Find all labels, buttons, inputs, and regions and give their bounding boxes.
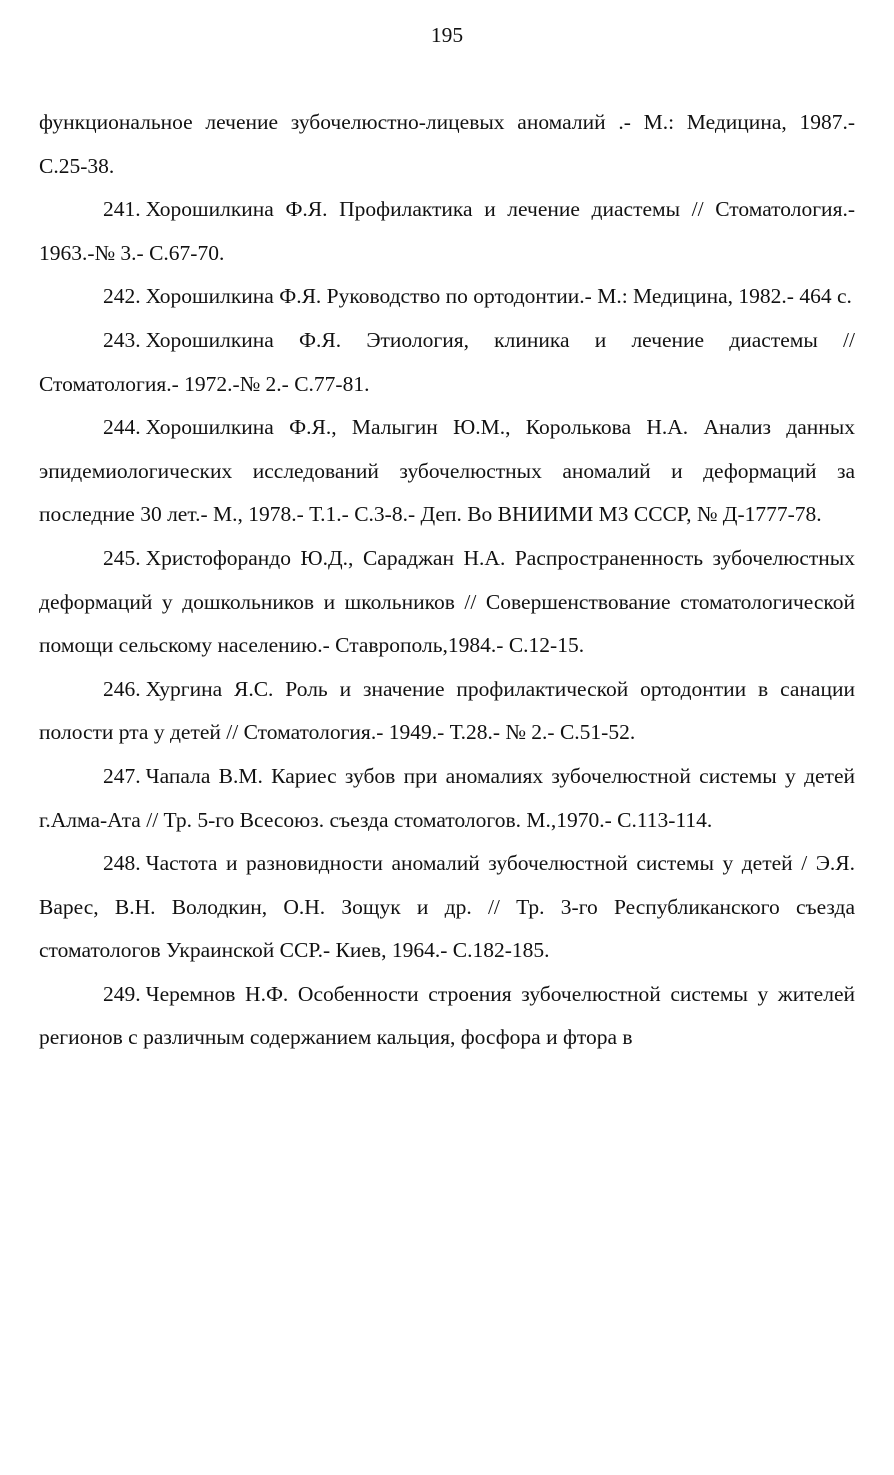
- entry-number: 246.: [103, 676, 141, 701]
- bibliography-entry-247: [39, 755, 855, 842]
- entry-number: 241.: [103, 197, 141, 222]
- bibliography-entry-244: [39, 406, 855, 537]
- bibliography-entry-246: [39, 668, 855, 755]
- bibliography-entry-245: [39, 537, 855, 668]
- bibliography-entry-241: [39, 188, 855, 275]
- entry-text: Хорошилкина Ф.Я., Малыгин Ю.М., Королькова Н.А. Анализ данных эпидемиологических исследований зубочелюстных аномалий и деформаций за последние 30 лет.- М., 1978.- Т.1.- С.3-8.- Деп. Во ВНИИМИ МЗ СССР, № Д-1777-78.: [39, 415, 855, 527]
- bibliography-entry-242: [39, 275, 855, 319]
- bibliography-entry-243: [39, 319, 855, 406]
- entry-text: Хорошилкина Ф.Я. Профилактика и лечение диастемы // Стоматология.- 1963.-№ 3.- С.67-70.: [39, 197, 855, 265]
- page-number: 195: [430, 23, 464, 47]
- entry-number: 249.: [103, 981, 141, 1006]
- entry-number: 242.: [103, 284, 141, 309]
- entry-text: Черемнов Н.Ф. Особенности строения зубочелюстной системы у жителей регионов с различным содержанием кальция, фосфора и фтора в: [39, 981, 855, 1050]
- bibliography-list: [39, 101, 855, 1060]
- entry-text: Хургина Я.С. Роль и значение профилактической ортодонтии в санации полости рта у детей // Стоматология.- 1949.- Т.28.- № 2.- С.51-52.: [39, 676, 855, 745]
- bibliography-entry-248: [39, 842, 855, 973]
- entry-number: 243.: [103, 327, 141, 352]
- entry-number: 248.: [103, 851, 141, 876]
- entry-number: 244.: [103, 415, 141, 440]
- bibliography-continuation: функциональное лечение зубочелюстно-лицевых аномалий .- М.: Медицина, 1987.- С.25-38.: [39, 110, 855, 178]
- entry-text: Частота и разновидности аномалий зубочелюстной системы у детей / Э.Я. Варес, В.Н. Володкин, О.Н. Зощук и др. // Тр. 3-го Республиканского съезда стоматологов Украинской ССР.- Киев, 1964.- С.182-185.: [39, 851, 855, 963]
- entry-text: Хорошилкина Ф.Я. Этиология, клиника и лечение диастемы // Стоматология.- 1972.-№ 2.- С.77-81.: [39, 327, 855, 396]
- entry-text: Хорошилкина Ф.Я. Руководство по ортодонтии.- М.: Медицина, 1982.- 464 с.: [145, 284, 852, 309]
- entry-text: Христофорандо Ю.Д., Сараджан Н.А. Распространенность зубочелюстных деформаций у дошкольников и школьников // Совершенствование стоматологической помощи сельскому населению.- Ставрополь,1984.- С.12-15.: [39, 545, 855, 658]
- entry-text: Чапала В.М. Кариес зубов при аномалиях зубочелюстной системы у детей г.Алма-Ата // Тр. 5-го Всесоюз. съезда стоматологов. М.,1970.- С.113-114.: [39, 763, 855, 832]
- entry-number: 245.: [103, 545, 141, 570]
- entry-number: 247.: [103, 763, 141, 788]
- bibliography-entry-249: [39, 973, 855, 1060]
